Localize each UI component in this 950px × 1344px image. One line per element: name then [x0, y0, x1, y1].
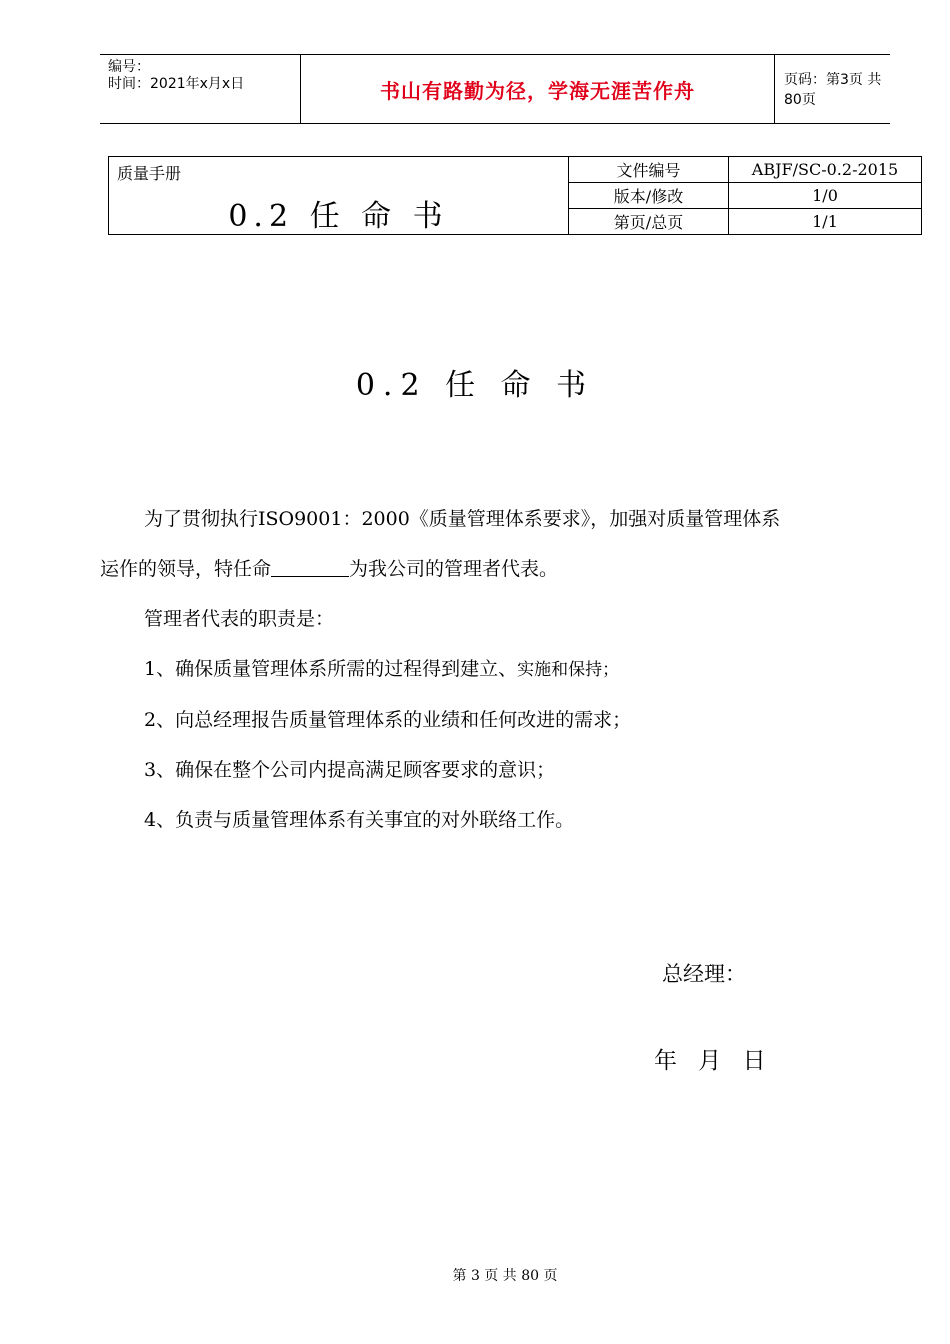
version-label: 版本/修改	[569, 183, 729, 209]
paragraph-line	[100, 544, 890, 594]
date-line: 年 月 日	[654, 1048, 766, 1074]
document-info-table	[108, 156, 922, 235]
page-header	[100, 54, 890, 124]
header-divider	[774, 55, 775, 123]
slogan: 书山有路勤为径，学海无涯苦作舟	[380, 78, 695, 103]
text-span: 实施和保持；	[517, 660, 620, 680]
time-label: 时间：2021年x月x日	[108, 76, 245, 92]
duty-item: 3、确保在整个公司内提高满足顾客要求的意识；	[144, 759, 556, 781]
version-value: 1/0	[729, 183, 922, 209]
appointment-body	[100, 494, 890, 845]
duty-item: 4、负责与质量管理体系有关事宜的对外联络工作。	[144, 809, 575, 831]
text-span: 为我公司的管理者代表。	[349, 558, 559, 580]
page-footer: 第 3 页 共 80 页	[452, 1268, 558, 1284]
number-label: 编号：	[108, 59, 150, 75]
page-info: 页码：第3页 共80页	[784, 72, 882, 108]
duties-intro: 管理者代表的职责是：	[144, 608, 335, 630]
text-span: 1、确保质量管理体系所需的过程得到建立、	[144, 658, 518, 680]
paragraph-line: 为了贯彻执行ISO9001：2000《质量管理体系要求》，加强对质量管理体系	[144, 508, 781, 530]
doc-title: 0.2 任 命 书	[228, 199, 449, 234]
doc-category: 质量手册	[117, 164, 182, 183]
duty-item: 2、向总经理报告质量管理体系的业绩和任何改进的需求；	[144, 709, 632, 731]
header-meta	[108, 59, 300, 93]
doc-number-label: 文件编号	[569, 157, 729, 183]
signature-label: 总经理：	[662, 962, 746, 986]
doc-title-cell	[109, 157, 569, 235]
doc-number-value: ABJF/SC-0.2-2015	[729, 157, 922, 183]
text-span: 运作的领导，特任命	[100, 558, 272, 580]
page-count-value: 1/1	[729, 209, 922, 235]
duty-item	[100, 644, 890, 695]
appointee-blank	[271, 554, 349, 577]
page-title: 0.2 任 命 书	[355, 368, 595, 403]
page-count-label: 第页/总页	[569, 209, 729, 235]
